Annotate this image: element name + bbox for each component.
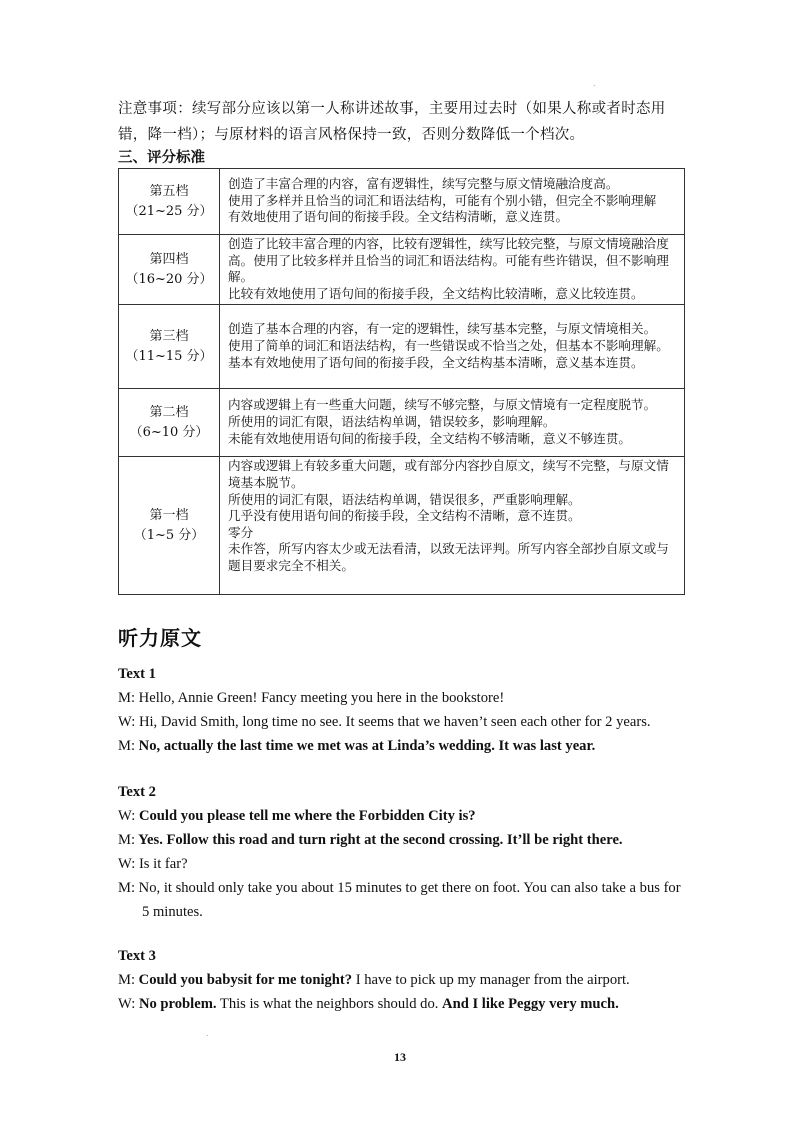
dialogue-text-bold: Yes. Follow this road and turn right at the second crossing. It’ll be right there. [135,832,623,848]
speaker-label: W: [118,714,136,730]
rubric-description-line: 使用了多样并且恰当的词汇和语法结构，可能有个别小错，但完全不影响理解 [228,192,657,208]
rubric-description-cell [220,457,685,595]
speaker-label: M: [118,880,136,896]
rubric-description-cell [220,305,685,389]
rubric-row-level-1 [119,457,685,595]
scoring-rubric-table [118,168,685,595]
rubric-row-level-3 [119,305,685,389]
dialogue-line [118,734,688,758]
text-title: Text 1 [118,666,156,682]
rubric-description-line: 有效地使用了语句间的衔接手段。全文结构清晰，意义连贯。 [228,209,569,225]
speaker-label: M: [118,832,136,848]
dialogue-text: No, it should only take you about 15 minutes to get there on foot. You can also take a bus for 5 minutes. [135,880,681,920]
text-1-block [118,662,688,758]
rubric-row-level-5 [119,169,685,235]
dialogue-text: Is it far? [135,856,188,872]
text-title: Text 2 [118,784,156,800]
rubric-description-cell [220,235,685,305]
dialogue-text: Hi, David Smith, long time no see. It seems that we haven’t seen each other for 2 years. [135,714,651,730]
dialogue-line [118,828,688,852]
dialogue-line [118,710,688,734]
page-number: 13 [394,1050,406,1064]
speaker-label: W: [118,808,136,824]
rubric-row-level-2 [119,389,685,457]
dialogue-text-bold: And I like Peggy very much. [442,996,619,1012]
decorative-dot-bottom: . [206,1029,209,1038]
rubric-description-line: 几乎没有使用语句间的衔接手段，全文结构不清晰，意不连贯。 [228,508,581,524]
speaker-label: W: [118,996,136,1012]
dialogue-line [118,852,688,876]
rubric-level-cell [119,305,220,389]
speaker-label: M: [118,690,136,706]
dialogue-line [118,686,688,710]
text-title: Text 3 [118,948,156,964]
dialogue-text: I have to pick up my manager from the airport. [352,972,630,988]
dialogue-text-bold: No problem. [135,996,217,1012]
rubric-description-cell [220,389,685,457]
rubric-level-cell [119,457,220,595]
decorative-dot-top: . [593,79,596,88]
speaker-label: W: [118,856,136,872]
dialogue-text-bold: Could you please tell me where the Forbidden City is? [135,808,476,824]
dialogue-line [118,992,688,1016]
rubric-description-line: 基本有效地使用了语句间的衔接手段，全文结构基本清晰，意义基本连贯。 [228,354,644,370]
dialogue-text: This is what the neighbors should do. [216,996,443,1012]
rubric-level-name: 第三档 [149,328,189,344]
dialogue-line [118,804,688,828]
rubric-level-name: 第一档 [149,507,189,523]
rubric-level-name: 第四档 [149,251,189,267]
speaker-label: M: [118,738,136,754]
rubric-level-cell [119,235,220,305]
rubric-level-name: 第二档 [149,404,189,420]
text-3-block [118,944,688,1016]
rubric-level-name: 第五档 [149,183,189,199]
rubric-description-line: 未能有效地使用语句间的衔接手段，全文结构不够清晰，意义不够连贯。 [228,430,631,446]
rubric-level-score: （16~20 分） [125,271,213,287]
rubric-description-cell [220,169,685,235]
dialogue-text-bold: No, actually the last time we met was at Linda’s wedding. It was last year. [135,738,596,754]
rubric-description-line: 内容或逻辑上有较多重大问题，或有部分内容抄自原文，续写不完整，与原文情境基本脱节。 [228,458,669,490]
rubric-description-line: 内容或逻辑上有一些重大问题，续写不够完整，与原文情境有一定程度脱节。 [228,397,657,413]
rubric-description-line: 未作答，所写内容太少或无法看清，以致无法评判。所写内容全部抄自原文或与题目要求完全不相关。 [228,541,669,573]
dialogue-line [118,968,688,992]
speaker-label: M: [118,972,136,988]
rubric-level-score: （1~5 分） [133,527,205,543]
rubric-level-score: （6~10 分） [129,424,209,440]
rubric-description-line: 所使用的词汇有限，语法结构单调，错误很多，严重影响理解。 [228,491,581,507]
rubric-description-line: 所使用的词汇有限，语法结构单调，错误较多，影响理解。 [228,414,556,430]
rubric-level-cell [119,389,220,457]
section-title-scoring-criteria: 三、评分标准 [118,150,205,166]
rubric-level-score: （21~25 分） [125,203,213,219]
listening-transcript-heading: 听力原文 [118,626,202,650]
rubric-description-line: 比较有效地使用了语句间的衔接手段，全文结构比较清晰，意义比较连贯。 [228,285,644,301]
rubric-description-line: 使用了简单的词汇和语法结构，有一些错误或不恰当之处，但基本不影响理解。 [228,338,669,354]
rubric-level-score: （11~15 分） [125,348,213,364]
rubric-level-cell [119,169,220,235]
rubric-description-line: 创造了基本合理的内容，有一定的逻辑性，续写基本完整，与原文情境相关。 [228,321,657,337]
rubric-description-line: 创造了比较丰富合理的内容，比较有逻辑性，续写比较完整，与原文情境融洽度高。使用了比较多样并且恰当的词汇和语法结构。可能有些许错误，但不影响理解。 [228,236,669,285]
notice-paragraph: 注意事项：续写部分应该以第一人称讲述故事，主要用过去时（如果人称或者时态用错，降一档）；与原材料的语言风格保持一致，否则分数降低一个档次。 [118,101,666,143]
text-2-block [118,780,688,924]
dialogue-line [118,876,688,924]
rubric-row-level-4 [119,235,685,305]
rubric-description-line: 创造了丰富合理的内容，富有逻辑性，续写完整与原文情境融洽度高。 [228,176,619,192]
dialogue-text: Hello, Annie Green! Fancy meeting you here in the bookstore! [135,690,505,706]
dialogue-text-bold: Could you babysit for me tonight? [135,972,353,988]
rubric-description-line: 零分 [228,524,254,540]
